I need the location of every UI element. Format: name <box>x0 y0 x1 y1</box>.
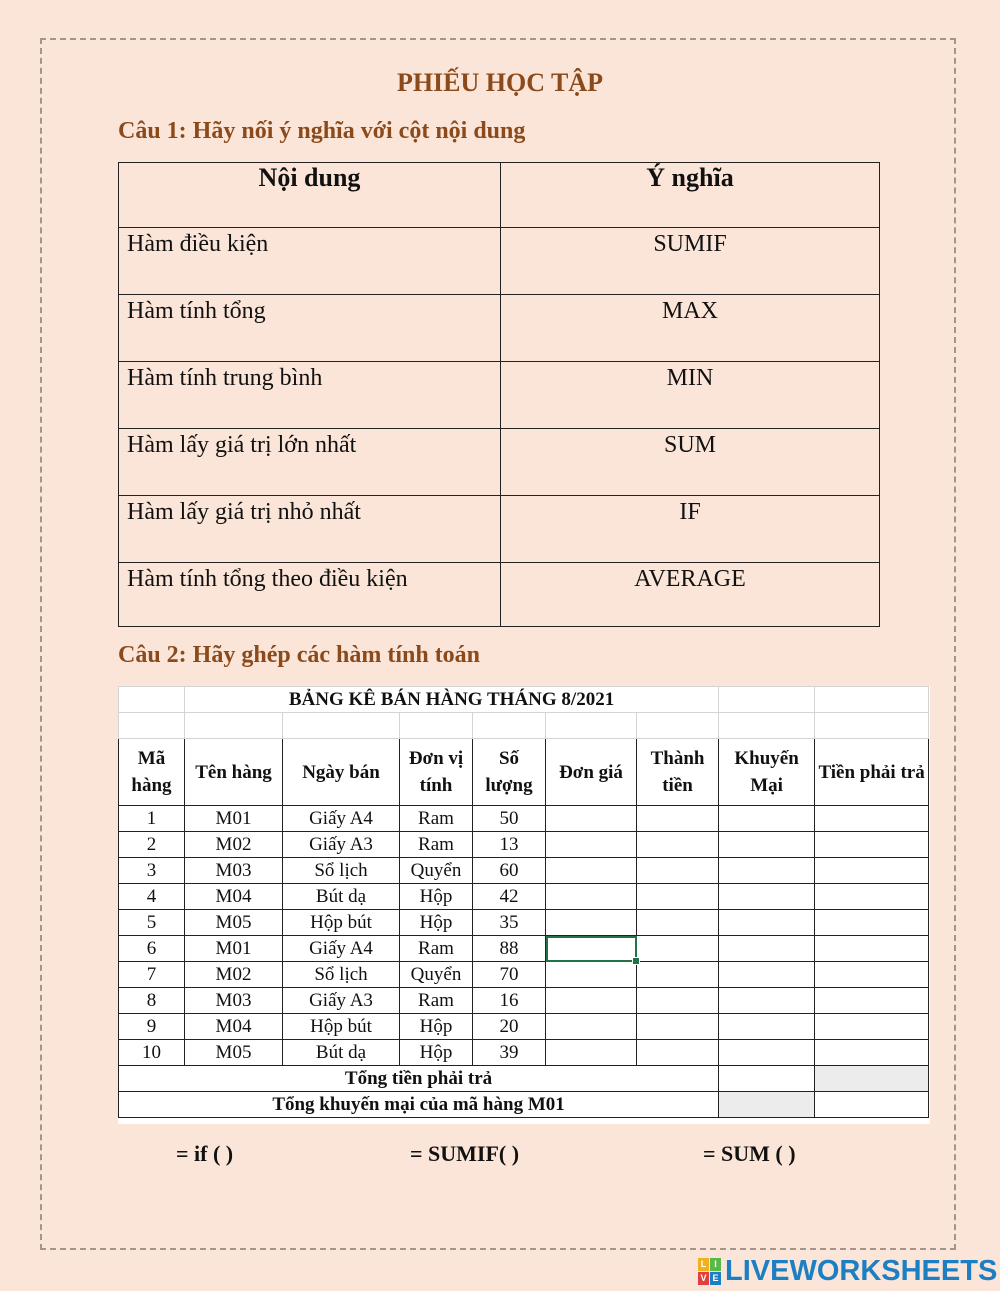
content-cell: Hàm điều kiện <box>119 228 501 295</box>
function-if[interactable]: = if ( ) <box>176 1141 234 1166</box>
empty-cell[interactable] <box>719 910 815 936</box>
liveworksheets-logo <box>698 1255 997 1287</box>
cell: 60 <box>473 858 546 884</box>
brand-icon-letter: I <box>710 1258 721 1271</box>
cell: 42 <box>473 884 546 910</box>
cell: M03 <box>185 858 283 884</box>
empty-cell[interactable] <box>546 962 637 988</box>
empty-cell[interactable] <box>637 832 719 858</box>
cell: M02 <box>185 832 283 858</box>
empty-cell[interactable] <box>815 832 929 858</box>
empty-cell[interactable] <box>815 988 929 1014</box>
empty-cell[interactable] <box>815 858 929 884</box>
cell: 9 <box>119 1014 185 1040</box>
empty-cell[interactable] <box>719 1040 815 1066</box>
promo-total-cell[interactable] <box>719 1092 815 1118</box>
cell: Sổ lịch <box>283 962 400 988</box>
cell: Hộp <box>400 1014 473 1040</box>
cell: M05 <box>185 910 283 936</box>
total-promo-cell[interactable] <box>719 1066 815 1092</box>
table-row <box>119 884 929 910</box>
table-row <box>119 832 929 858</box>
cell: Hộp bút <box>283 910 400 936</box>
empty-cell[interactable] <box>546 988 637 1014</box>
column-header: Thành tiền <box>637 739 719 806</box>
empty-cell[interactable] <box>815 910 929 936</box>
total-label: Tổng tiền phải trả <box>119 1066 719 1092</box>
cell: 88 <box>473 936 546 962</box>
column-header: Tên hàng <box>185 739 283 806</box>
brand-icon <box>698 1258 721 1285</box>
spreadsheet <box>118 686 930 1124</box>
column-header-content: Nội dung <box>119 163 501 228</box>
column-header: Mã hàng <box>119 739 185 806</box>
cell: Sổ lịch <box>283 858 400 884</box>
empty-cell[interactable] <box>719 988 815 1014</box>
cell: 7 <box>119 962 185 988</box>
table-row <box>119 858 929 884</box>
cell: 20 <box>473 1014 546 1040</box>
empty-cell[interactable] <box>546 1014 637 1040</box>
empty-cell[interactable] <box>637 806 719 832</box>
cell: 4 <box>119 884 185 910</box>
cell: 5 <box>119 910 185 936</box>
cell: M02 <box>185 962 283 988</box>
empty-cell[interactable] <box>637 988 719 1014</box>
empty-cell[interactable] <box>546 832 637 858</box>
meaning-cell[interactable]: IF <box>501 496 880 563</box>
cell: Bút dạ <box>283 884 400 910</box>
cell: Giấy A4 <box>283 936 400 962</box>
empty-cell[interactable] <box>637 1040 719 1066</box>
empty-cell[interactable] <box>637 962 719 988</box>
content-cell: Hàm lấy giá trị lớn nhất <box>119 429 501 496</box>
cell: Giấy A3 <box>283 988 400 1014</box>
table-row <box>119 362 880 429</box>
empty-cell[interactable] <box>815 1040 929 1066</box>
empty-cell[interactable] <box>546 858 637 884</box>
table-row <box>119 936 929 962</box>
content-cell: Hàm tính tổng theo điều kiện <box>119 563 501 627</box>
promo-row <box>119 1092 929 1118</box>
empty-cell[interactable] <box>637 884 719 910</box>
empty-cell[interactable] <box>815 962 929 988</box>
empty-cell[interactable] <box>815 806 929 832</box>
total-row <box>119 1066 929 1092</box>
sales-table <box>118 686 929 1118</box>
header-row <box>119 739 929 806</box>
brand-icon-letter: L <box>698 1258 709 1271</box>
empty-cell[interactable] <box>546 910 637 936</box>
cell: M03 <box>185 988 283 1014</box>
question-2-heading: Câu 2: Hãy ghép các hàm tính toán <box>118 642 481 668</box>
cell: 8 <box>119 988 185 1014</box>
function-sumif[interactable]: = SUMIF( ) <box>410 1141 520 1166</box>
table-row <box>119 563 880 627</box>
column-header: Khuyến Mại <box>719 739 815 806</box>
cell: 1 <box>119 806 185 832</box>
meaning-cell[interactable]: SUM <box>501 429 880 496</box>
table-row <box>119 910 929 936</box>
empty-cell[interactable] <box>637 936 719 962</box>
table-row <box>119 962 929 988</box>
empty-cell[interactable] <box>637 1014 719 1040</box>
meaning-cell[interactable]: MAX <box>501 295 880 362</box>
table-row <box>119 429 880 496</box>
empty-cell[interactable] <box>815 884 929 910</box>
cell: Ram <box>400 806 473 832</box>
brand-icon-letter: V <box>698 1272 709 1285</box>
table-row <box>119 295 880 362</box>
cell: Hộp bút <box>283 1014 400 1040</box>
cell: 35 <box>473 910 546 936</box>
empty-cell[interactable] <box>719 858 815 884</box>
cell: Hộp <box>400 1040 473 1066</box>
cell: Ram <box>400 988 473 1014</box>
cell: 6 <box>119 936 185 962</box>
column-header: Tiền phải trả <box>815 739 929 806</box>
empty-cell[interactable] <box>719 962 815 988</box>
column-header: Đơn giá <box>546 739 637 806</box>
cell: 39 <box>473 1040 546 1066</box>
promo-label: Tổng khuyến mại của mã hàng M01 <box>119 1092 719 1118</box>
column-header: Đơn vị tính <box>400 739 473 806</box>
table-row <box>119 1014 929 1040</box>
empty-cell[interactable] <box>637 910 719 936</box>
table-row <box>119 1040 929 1066</box>
empty-cell[interactable] <box>815 1014 929 1040</box>
page-title: PHIẾU HỌC TẬP <box>396 68 604 97</box>
empty-cell[interactable] <box>546 884 637 910</box>
column-header: Ngày bán <box>283 739 400 806</box>
cell: M04 <box>185 1014 283 1040</box>
column-header: Số lượng <box>473 739 546 806</box>
cell: 2 <box>119 832 185 858</box>
table-row <box>119 228 880 295</box>
cell: M01 <box>185 936 283 962</box>
cell: 3 <box>119 858 185 884</box>
meaning-cell[interactable]: MIN <box>501 362 880 429</box>
empty-cell[interactable] <box>815 936 929 962</box>
empty-cell[interactable] <box>546 1040 637 1066</box>
cell: 70 <box>473 962 546 988</box>
brand-name: LIVEWORKSHEETS <box>725 1254 998 1287</box>
cell: M04 <box>185 884 283 910</box>
empty-cell[interactable] <box>719 832 815 858</box>
meaning-cell[interactable]: AVERAGE <box>501 563 880 627</box>
table-row <box>119 806 929 832</box>
content-cell: Hàm tính tổng <box>119 295 501 362</box>
promo-pay-cell[interactable] <box>815 1092 929 1118</box>
function-sum[interactable]: = SUM ( ) <box>703 1141 796 1166</box>
cell: Ram <box>400 832 473 858</box>
cell: 50 <box>473 806 546 832</box>
cell: Hộp <box>400 884 473 910</box>
question-1-heading: Câu 1: Hãy nối ý nghĩa với cột nội dung <box>118 118 526 144</box>
total-pay-cell[interactable] <box>815 1066 929 1092</box>
cell: Giấy A3 <box>283 832 400 858</box>
cell: Giấy A4 <box>283 806 400 832</box>
column-header-meaning: Ý nghĩa <box>501 163 880 228</box>
empty-cell[interactable] <box>719 884 815 910</box>
selected-cell[interactable] <box>546 936 637 962</box>
empty-cell[interactable] <box>719 936 815 962</box>
cell: Hộp <box>400 910 473 936</box>
matching-table <box>118 162 880 627</box>
cell: M05 <box>185 1040 283 1066</box>
sheet-title: BẢNG KÊ BÁN HÀNG THÁNG 8/2021 <box>185 687 719 713</box>
empty-cell[interactable] <box>546 806 637 832</box>
cell: 13 <box>473 832 546 858</box>
table-row <box>119 988 929 1014</box>
cell: 10 <box>119 1040 185 1066</box>
cell: Quyển <box>400 962 473 988</box>
cell: Bút dạ <box>283 1040 400 1066</box>
table-row <box>119 496 880 563</box>
meaning-cell[interactable]: SUMIF <box>501 228 880 295</box>
empty-cell[interactable] <box>719 1014 815 1040</box>
content-cell: Hàm lấy giá trị nhỏ nhất <box>119 496 501 563</box>
cell: 16 <box>473 988 546 1014</box>
empty-cell[interactable] <box>719 806 815 832</box>
brand-icon-letter: E <box>710 1272 721 1285</box>
content-cell: Hàm tính trung bình <box>119 362 501 429</box>
cell: Quyển <box>400 858 473 884</box>
cell: M01 <box>185 806 283 832</box>
empty-cell[interactable] <box>637 858 719 884</box>
cell: Ram <box>400 936 473 962</box>
